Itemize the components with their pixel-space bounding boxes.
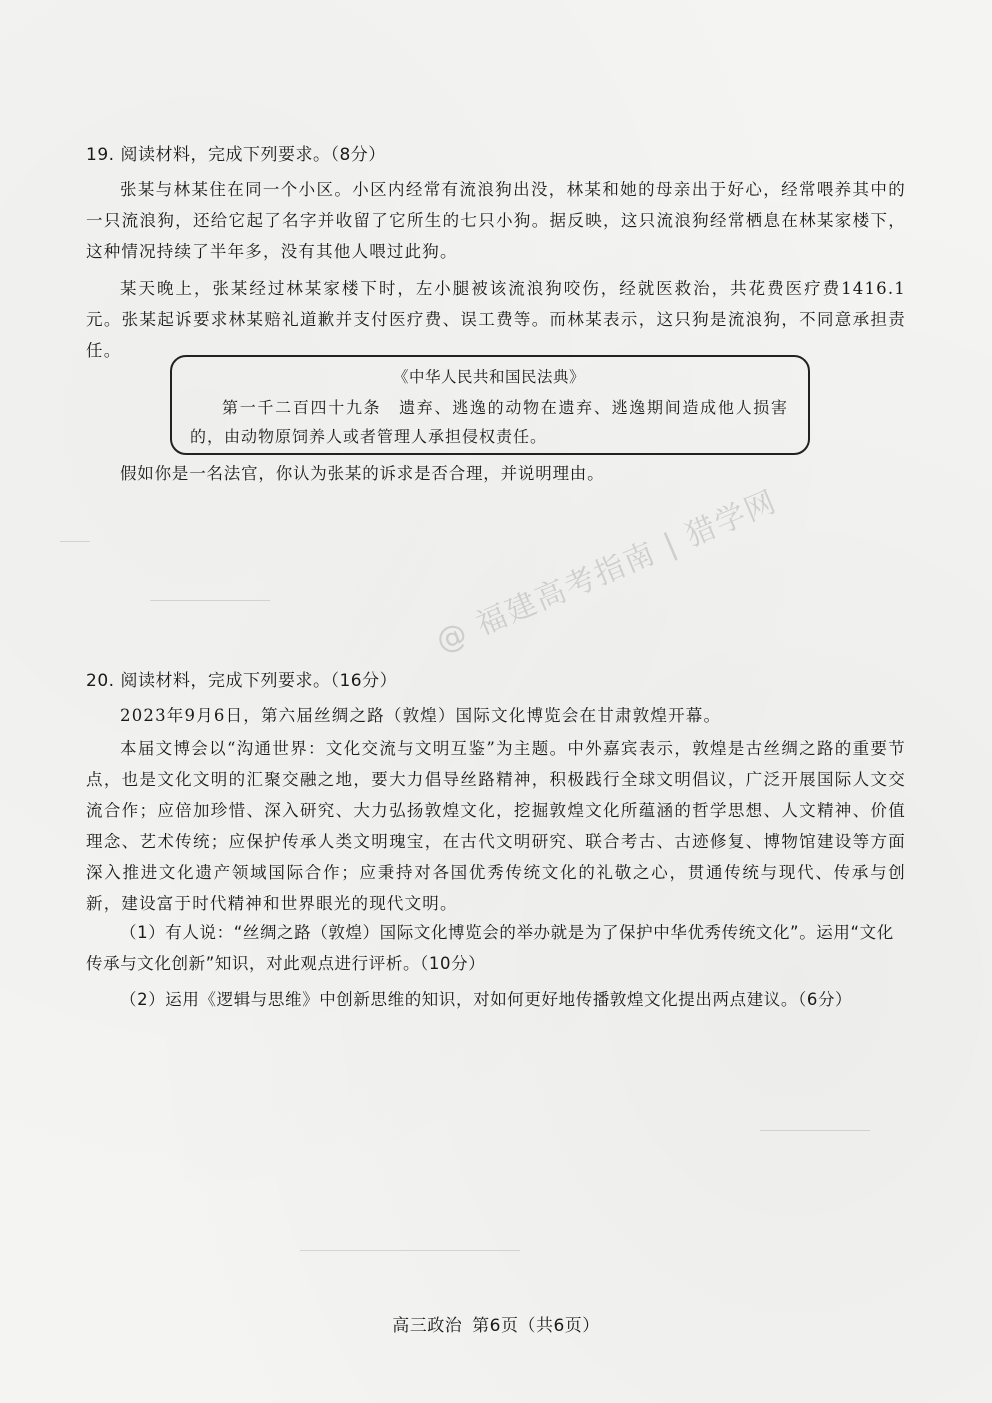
question-20-paragraph-1: 2023年9月6日，第六届丝绸之路（敦煌）国际文化博览会在甘肃敦煌开幕。 bbox=[120, 706, 722, 725]
civil-code-title: 《中华人民共和国民法典》 bbox=[392, 368, 585, 386]
question-19 bbox=[86, 140, 906, 165]
bleed-mark bbox=[300, 1250, 520, 1251]
question-20-material bbox=[86, 700, 906, 919]
watermark: @ 福建高考指南 | 猎学网 bbox=[431, 484, 783, 660]
bleed-mark bbox=[150, 600, 270, 601]
question-20-paragraph-2: 本届文博会以“沟通世界：文化交流与文明互鉴”为主题。中外嘉宾表示，敦煌是古丝绸之路的重要节点，也是文化文明的汇聚交融之地，要大力倡导丝路精神，积极践行全球文明倡议，广泛开展国际人文交流合作；应倍加珍惜、深入研究、大力弘扬敦煌文化，挖掘敦煌文化所蕴涵的哲学思想、人文精神、价值理念、艺术传统；应保护传承人类文明瑰宝，在古代文明研究、联合考古、古迹修复、博物馆建设等方面深入推进文化遗产领域国际合作；应秉持对各国优秀传统文化的礼敬之心，贯通传统与现代、传承与创新，建设富于时代精神和世界眼光的现代文明。 bbox=[86, 739, 906, 913]
question-20 bbox=[86, 666, 906, 691]
footer-subject: 高三政治 bbox=[392, 1316, 463, 1336]
page-footer bbox=[0, 1311, 992, 1336]
bleed-mark bbox=[760, 1130, 870, 1131]
question-20-subquestions bbox=[86, 917, 906, 1015]
question-19-material bbox=[86, 174, 906, 366]
question-19-paragraph-2: 某天晚上，张某经过林某家楼下时，左小腿被该流浪狗咬伤，经就医救治，共花费医疗费1416.1元。张某起诉要求林某赔礼道歉并支付医疗费、误工费等。而林某表示，这只狗是流浪狗，不同意承担责任。 bbox=[86, 279, 906, 360]
question-19-prompt: 假如你是一名法官，你认为张某的诉求是否合理，并说明理由。 bbox=[120, 464, 605, 483]
civil-code-article: 第一千二百四十九条 遗弃、逃逸的动物在遗弃、逃逸期间造成他人损害的，由动物原饲养人或者管理人承担侵权责任。 bbox=[190, 398, 788, 446]
question-20-title: 20. 阅读材料，完成下列要求。（16分） bbox=[86, 671, 398, 691]
civil-code-box bbox=[170, 355, 810, 455]
question-19-paragraph-1: 张某与林某住在同一个小区。小区内经常有流浪狗出没，林某和她的母亲出于好心，经常喂养其中的一只流浪狗，还给它起了名字并收留了它所生的七只小狗。据反映，这只流浪狗经常栖息在林某家楼下，这种情况持续了半年多，没有其他人喂过此狗。 bbox=[86, 180, 906, 261]
subquestion-1: （1）有人说：“丝绸之路（敦煌）国际文化博览会的举办就是为了保护中华优秀传统文化”。运用“文化传承与文化创新”知识，对此观点进行评析。（10分） bbox=[86, 923, 894, 973]
footer-page-number: 第6页（共6页） bbox=[472, 1316, 600, 1336]
question-19-title: 19. 阅读材料，完成下列要求。（8分） bbox=[86, 145, 386, 165]
bleed-mark bbox=[60, 541, 90, 542]
subquestion-2: （2）运用《逻辑与思维》中创新思维的知识，对如何更好地传播敦煌文化提出两点建议。（6分） bbox=[120, 990, 853, 1009]
